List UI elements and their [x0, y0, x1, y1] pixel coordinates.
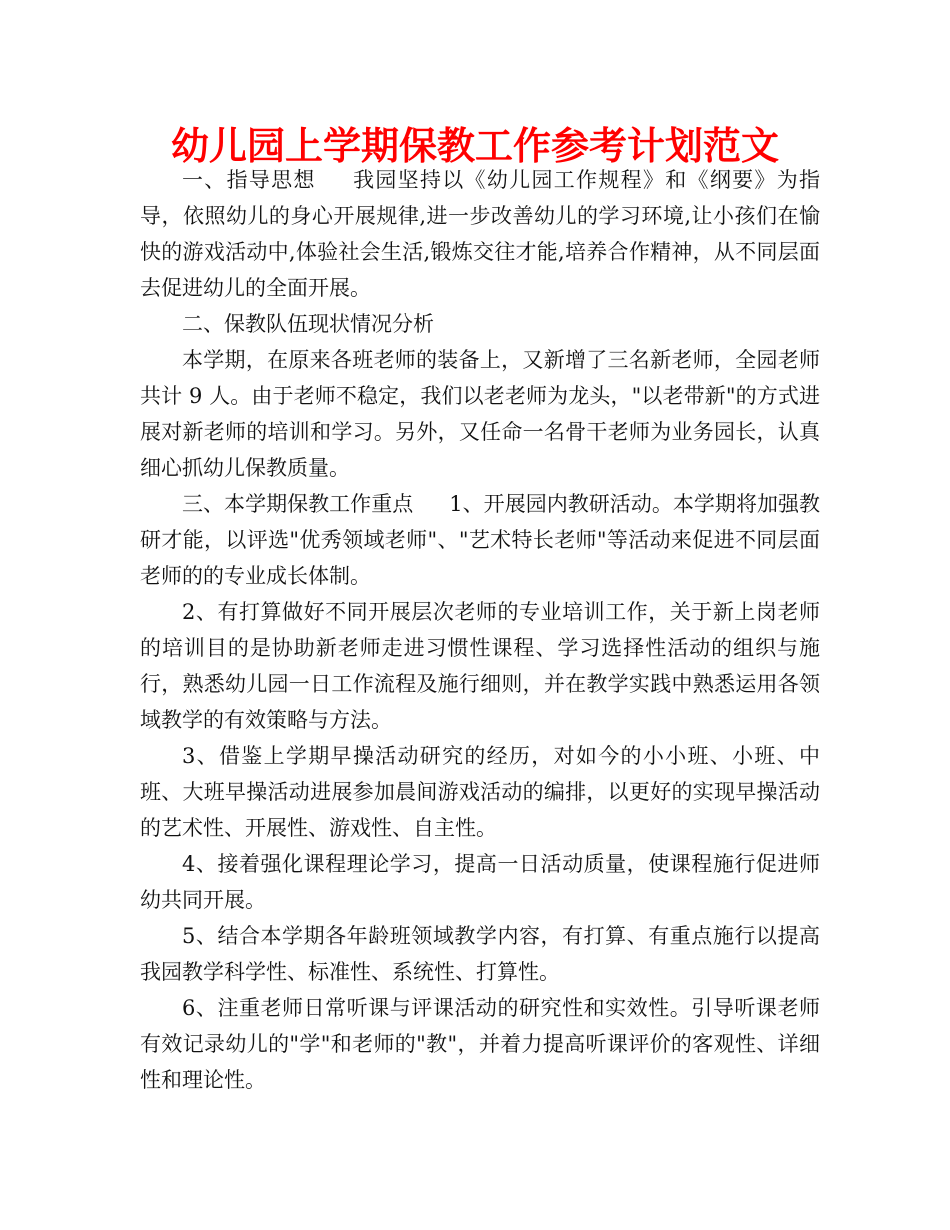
- section-heading: 三、本学期保教工作重点: [182, 492, 414, 516]
- paragraph-text: 3、借鉴上学期早操活动研究的经历，对如今的小小班、小班、中班、大班早操活动进展参加晨间游戏活动的编排，以更好的实现早操活动的艺术性、开展性、游戏性、自主性。: [140, 744, 820, 840]
- paragraph-guiding-thought: [140, 162, 820, 306]
- paragraph-item-4: [140, 846, 820, 918]
- paragraph-text: 4、接着强化课程理论学习，提高一日活动质量，使课程施行促进师幼共同开展。: [140, 852, 820, 912]
- paragraph-text: 我园坚持以《幼儿园工作规程》和《纲要》为指导，依照幼儿的身心开展规律,进一步改善幼儿的学习环境,让小孩们在愉快的游戏活动中,体验社会生活,锻炼交往才能,培养合作精神，从不同层面去促进幼儿的全面开展。: [140, 168, 821, 300]
- paragraph-item-5: [140, 918, 820, 990]
- paragraph-text: 本学期，在原来各班老师的装备上，又新增了三名新老师，全园老师共计 9 人。由于老师不稳定，我们以老老师为龙头，"以老带新"的方式进展对新老师的培训和学习。另外，又任命一名骨干老师为业务园长，认真细心抓幼儿保教质量。: [140, 348, 820, 480]
- paragraph-staff-status: [140, 342, 820, 486]
- paragraph-item-2: [140, 594, 820, 738]
- paragraph-text: 1、开展园内教研活动。本学期将加强教研才能，以评选"优秀领域老师"、"艺术特长老师"等活动来促进不同层面老师的的专业成长体制。: [140, 492, 821, 588]
- paragraph-text: 2、有打算做好不同开展层次老师的专业培训工作，关于新上岗老师的培训目的是协助新老师走进习惯性课程、学习选择性活动的组织与施行，熟悉幼儿园一日工作流程及施行细则，并在教学实践中熟悉运用各领域教学的有效策略与方法。: [140, 600, 820, 732]
- paragraph-item-3: [140, 738, 820, 846]
- paragraph-text: 二、保教队伍现状情况分析: [182, 312, 434, 336]
- section-heading: 一、指导思想: [182, 168, 316, 192]
- document-body: [140, 162, 820, 1098]
- paragraph-item-6: [140, 990, 820, 1098]
- paragraph-text: 6、注重老师日常听课与评课活动的研究性和实效性。引导听课老师有效记录幼儿的"学"和老师的"教"，并着力提高听课评价的客观性、详细性和理论性。: [140, 996, 820, 1092]
- paragraph-text: 5、结合本学期各年龄班领域教学内容，有打算、有重点施行以提高我园教学科学性、标准性、系统性、打算性。: [140, 924, 820, 984]
- paragraph-key-points: [140, 486, 820, 594]
- document-title: 幼儿园上学期保教工作参考计划范文: [170, 124, 779, 168]
- paragraph-section-two-heading: [140, 306, 820, 342]
